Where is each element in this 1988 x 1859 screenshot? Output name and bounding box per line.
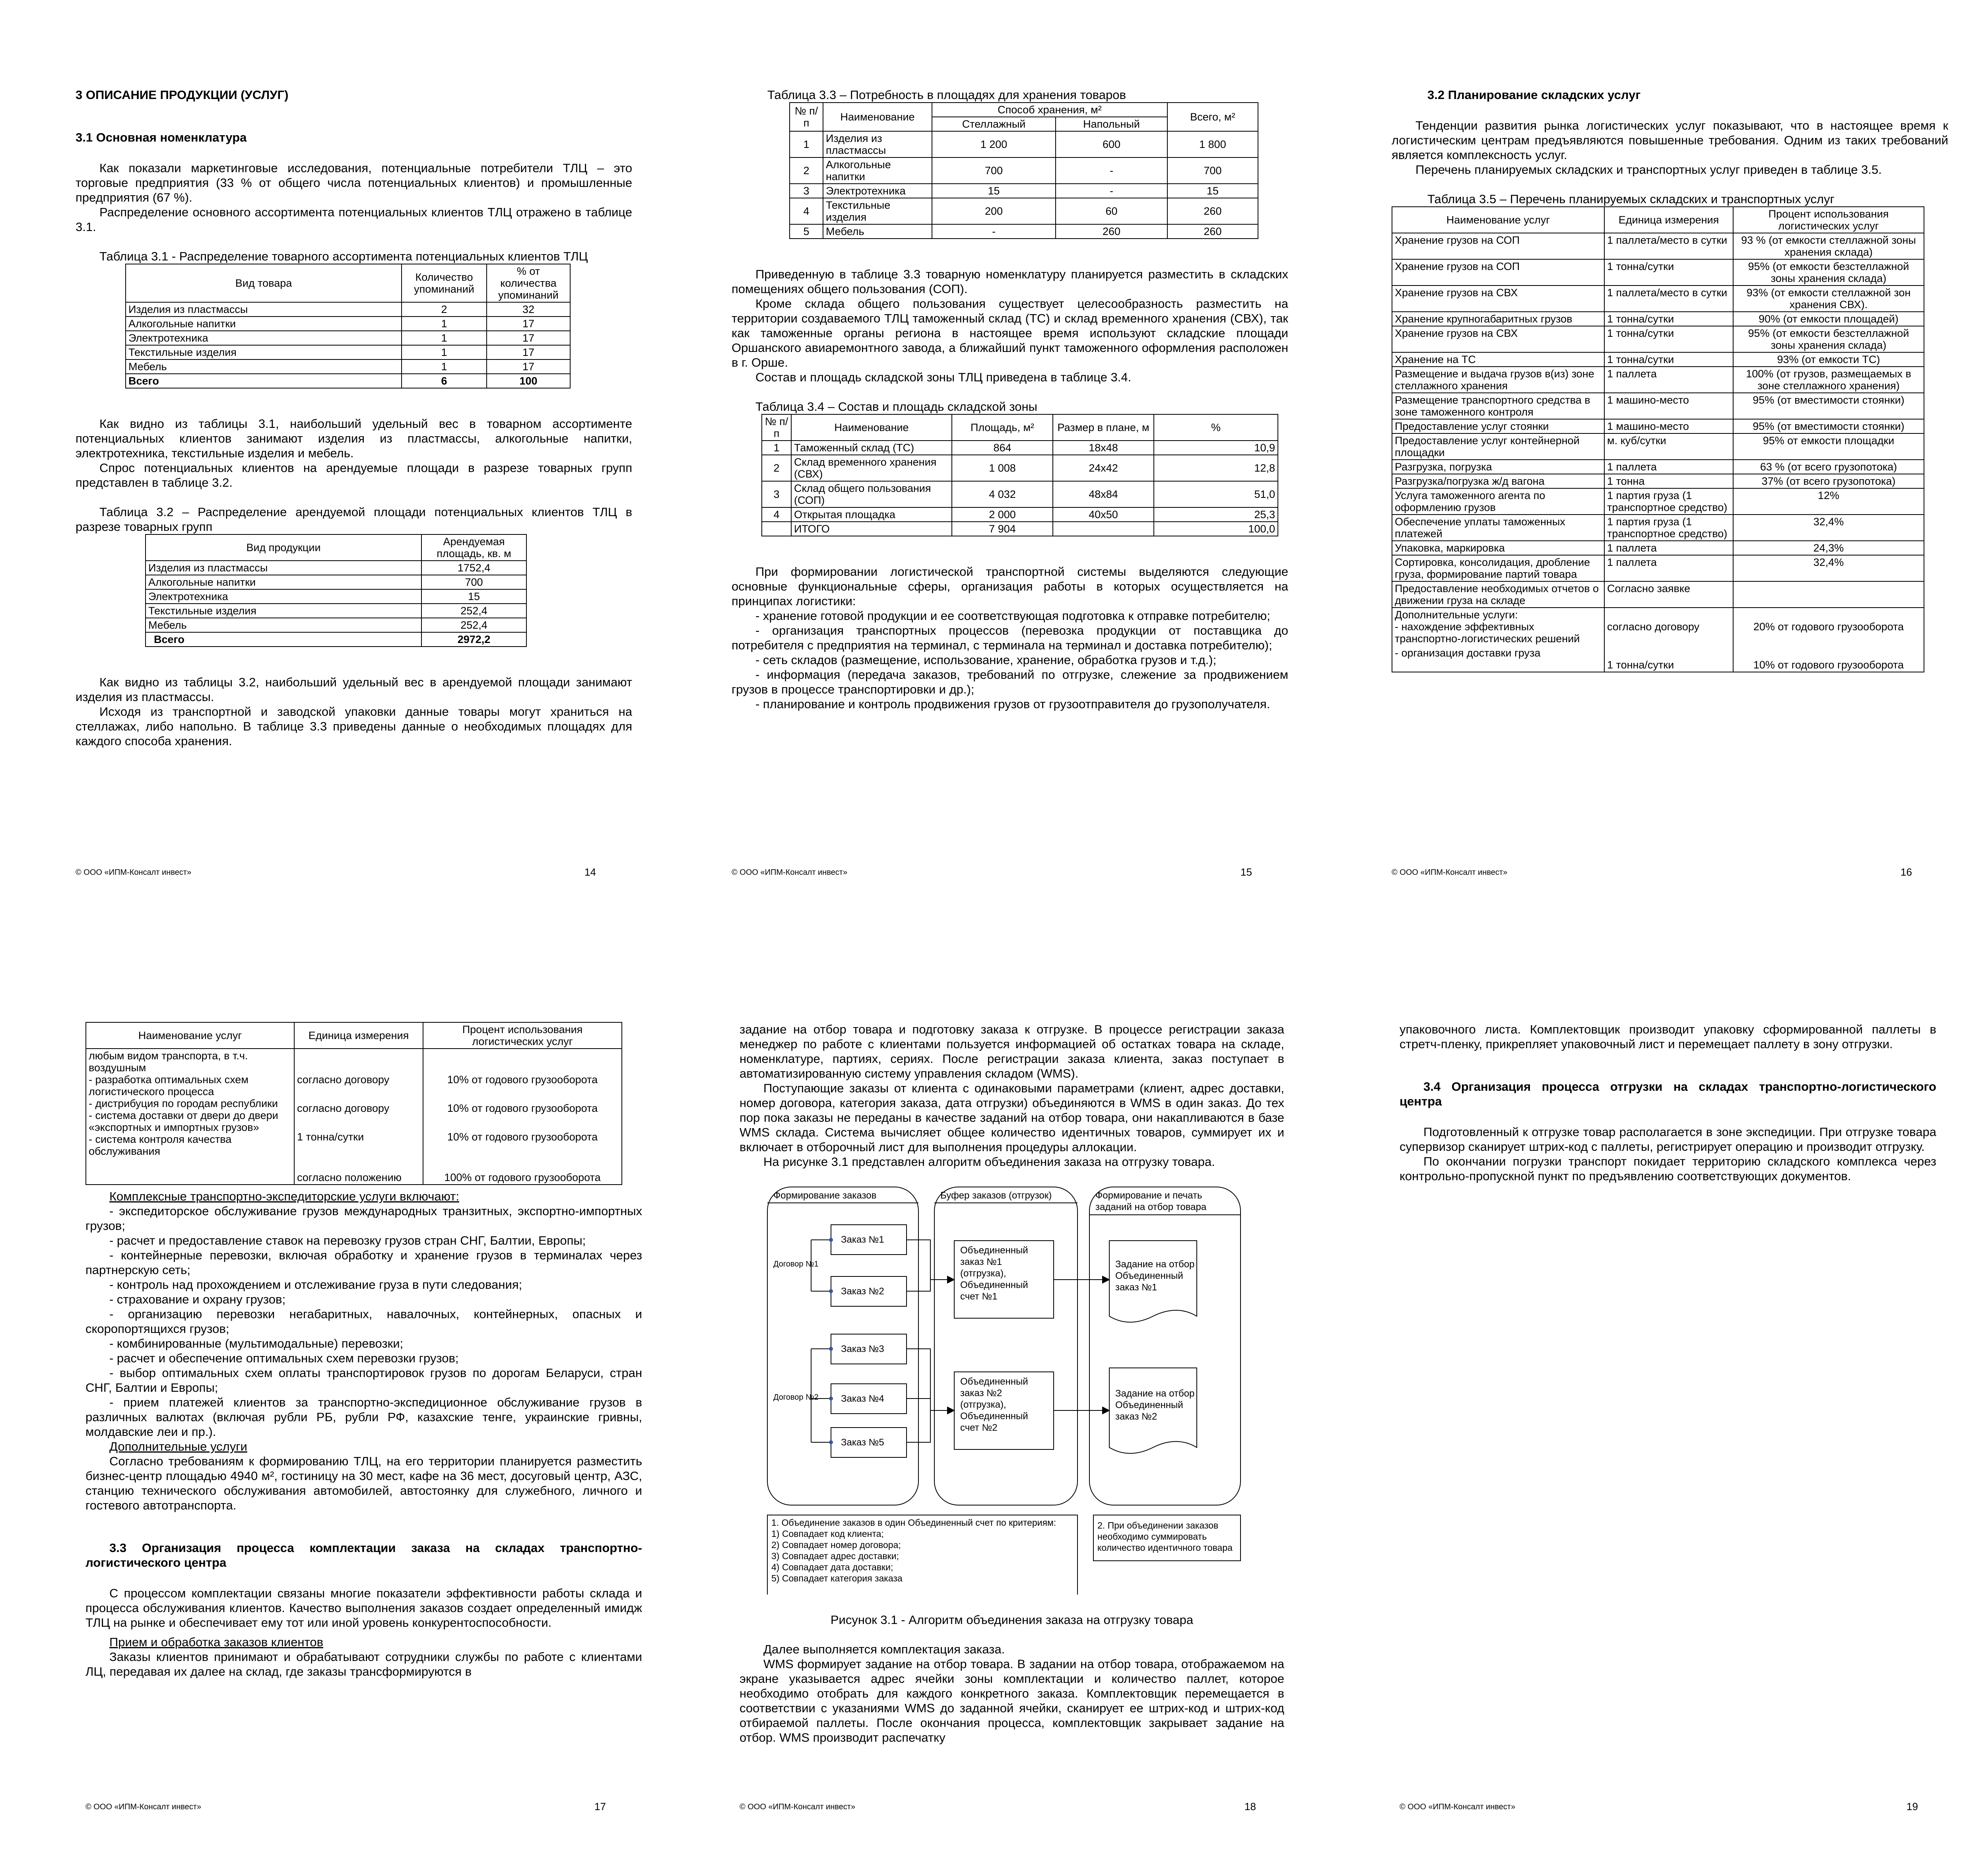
note-2: 2. При объединении заказов необходимо суммировать количество идентичного товара bbox=[1097, 1520, 1233, 1553]
paragraph: Тенденции развития рынка логистических услуг показывают, что в настоящее время к логистическим центрам предъявляются повышенные требования. Одним из таких требований является комплексность услуг. bbox=[1392, 118, 1948, 162]
table-header: Наименование услуг bbox=[1392, 207, 1604, 233]
paragraph: Спрос потенциальных клиентов на арендуемые площади в разрезе товарных групп представлен в таблице 3.2. bbox=[76, 461, 632, 490]
table-row: Размещение транспортного средства в зоне таможенного контроля 1 машино-место 95% (от вместимости стоянки) bbox=[1392, 393, 1924, 419]
subsection-heading: 3.3 Организация процесса комплектации заказа на складах транспортно-логистического центра bbox=[85, 1541, 642, 1570]
table-3-4 bbox=[761, 414, 1278, 536]
table-total-row: Всего 6 100 bbox=[126, 374, 570, 388]
contract-label-2: Договор №2 bbox=[773, 1393, 819, 1402]
table-caption: Таблица 3.5 – Перечень планируемых складских и транспортных услуг bbox=[1427, 192, 1835, 206]
table-caption: Таблица 3.1 - Распределение товарного ассортимента потенциальных клиентов ТЛЦ bbox=[99, 249, 588, 263]
list-item: - страхование и охрану грузов; bbox=[109, 1292, 286, 1306]
list-title: Прием и обработка заказов клиентов bbox=[109, 1635, 324, 1649]
paragraph: Исходя из транспортной и заводской упаковки данные товары могут храниться на стеллажах, либо напольно. В таблице 3.3 приведены данные о необходимых площадях для каждого способа хранения. bbox=[76, 705, 632, 748]
paragraph: При формировании логистической транспортной системы выделяются следующие основные функциональные сферы, организация работы в которых осуществляется на принципах логистики: bbox=[732, 565, 1288, 608]
list-title: Комплексные транспортно-экспедиторские услуги включают: bbox=[109, 1189, 459, 1203]
table-header: Размер в плане, м bbox=[1053, 414, 1154, 441]
table-row: 5 Мебель - 260 260 bbox=[790, 224, 1258, 239]
table-row: Алкогольные напитки 700 bbox=[146, 575, 526, 589]
list-item: - информация (передача заказов, требований по отгрузке, слежение за продвижением грузов в процессе транспортировки и др.); bbox=[732, 668, 1288, 696]
page-number: 18 bbox=[1244, 1801, 1256, 1812]
table-3-5 bbox=[1392, 206, 1924, 672]
page-number: 16 bbox=[1901, 866, 1912, 878]
table-total-row: Всего 2972,2 bbox=[146, 632, 526, 647]
table-row: Мебель 252,4 bbox=[146, 618, 526, 632]
table-total-row: ИТОГО 7 904 100,0 bbox=[762, 522, 1278, 536]
figure-caption: Рисунок 3.1 - Алгоритм объединения заказа на отгрузку товара bbox=[830, 1613, 1194, 1627]
list-item: - планирование и контроль продвижения грузов от грузоотправителя до грузополучателя. bbox=[755, 697, 1270, 711]
footer: © ООО «ИПМ-Консалт инвест» bbox=[76, 868, 192, 877]
table-row: 4 Открытая площадка 2 000 40х50 25,3 bbox=[762, 507, 1278, 522]
paragraph: Как показали маркетинговые исследования, потенциальные потребители ТЛЦ – это торговые предприятия (33 % от общего числа потенциальных клиентов) и промышленные предприятия (67 %). bbox=[76, 161, 632, 204]
table-row: Электротехника 15 bbox=[146, 589, 526, 604]
table-row: Текстильные изделия 1 17 bbox=[126, 345, 570, 359]
list-item: - экспедиторское обслуживание грузов международных транзитных, экспортно-импортных грузов; bbox=[85, 1204, 642, 1233]
task-label-2: Задание на отбор Объединенный заказ №2 bbox=[1115, 1388, 1195, 1422]
paragraph: Заказы клиентов принимают и обрабатывают сотрудники службы по работе с клиентами ЛЦ, передавая их далее на склад, где заказы трансформируются в bbox=[85, 1650, 642, 1678]
page-16 bbox=[1392, 87, 1948, 672]
table-row: Разгрузка/погрузка ж/д вагона 1 тонна 37% (от всего грузопотока) bbox=[1392, 474, 1924, 488]
paragraph: Поступающие заказы от клиента с одинаковыми параметрами (клиент, адрес доставки, номер договора, категория заказа, дата отгрузки) объединяются в WMS в один заказ. До тех пор пока заказы не переданы в качестве заданий на отбор товара, они накапливаются в базе WMS склада. Система вычисляет общее количество идентичных товаров, суммирует их и включает в отборочный лист для выполнения процедуры аллокации. bbox=[740, 1081, 1284, 1154]
subsection-heading: 3.1 Основная номенклатура bbox=[76, 130, 247, 144]
paragraph: WMS формирует задание на отбор товара. В задании на отбор товара, отображаемом на экране указывается адрес ячейки зоны комплектации и количество паллет, которое необходимо отобрать для каждого конкретного заказа. Комплектовщик перемещается в соответствии с указаниями WMS до заданной ячейки, сканирует ее штрих-код и штрих-код отбираемой паллеты. После окончания процесса, комплектовщик закрывает задание на отбор. WMS производит распечатку bbox=[740, 1657, 1284, 1744]
paragraph: Согласно требованиям к формированию ТЛЦ, на его территории планируется разместить бизнес-центр площадью 4940 м², гостиницу на 30 мест, кафе на 36 мест, досуговый центр, АЗС, станцию технического обслуживания автомобилей, автостоянку для служебного, личного и гостевого автотранспорта. bbox=[85, 1454, 642, 1512]
footer: © ООО «ИПМ-Консалт инвест» bbox=[85, 1803, 202, 1811]
order-label: Заказ №1 bbox=[841, 1234, 884, 1245]
order-label: Заказ №3 bbox=[841, 1344, 884, 1354]
paragraph: На рисунке 3.1 представлен алгоритм объединения заказа на отгрузку товара. bbox=[763, 1155, 1215, 1169]
footer: © ООО «ИПМ-Консалт инвест» bbox=[732, 868, 848, 877]
footer: © ООО «ИПМ-Консалт инвест» bbox=[1400, 1803, 1516, 1811]
table-row: Предоставление необходимых отчетов о движении груза на складе Согласно заявке bbox=[1392, 581, 1924, 608]
page-18 bbox=[740, 1022, 1284, 1745]
table-row: Предоставление услуг контейнерной площадки м. куб/сутки 95% от емкости площадки bbox=[1392, 433, 1924, 460]
list-item: - контроль над прохождением и отслеживание груза в пути следования; bbox=[109, 1278, 522, 1292]
table-header: Стеллажный bbox=[932, 117, 1056, 131]
table-header: Способ хранения, м² bbox=[932, 103, 1167, 117]
table-row: 3 Склад общего пользования (СОП) 4 032 48х84 51,0 bbox=[762, 481, 1278, 507]
lane-box-buffer bbox=[934, 1187, 1077, 1505]
list-title: Дополнительные услуги bbox=[109, 1439, 247, 1453]
table-caption: Таблица 3.3 – Потребность в площадях для хранения товаров bbox=[767, 88, 1126, 102]
paragraph: Состав и площадь складской зоны ТЛЦ приведена в таблице 3.4. bbox=[755, 370, 1132, 384]
table-header: Процент использования логистических услуг bbox=[1733, 207, 1924, 233]
table-row: Изделия из пластмассы 2 32 bbox=[126, 302, 570, 317]
paragraph: упаковочного листа. Комплектовщик производит упаковку сформированной паллеты в стретч-пленку, прикрепляет упаковочный лист и перемещает паллету в зону отгрузки. bbox=[1400, 1022, 1936, 1051]
task-label-1: Задание на отбор Объединенный заказ №1 bbox=[1115, 1259, 1195, 1293]
page-number: 15 bbox=[1241, 866, 1252, 878]
page-14 bbox=[76, 87, 632, 748]
table-row: Хранение крупногабаритных грузов 1 тонна/сутки 90% (от емкости площадей) bbox=[1392, 312, 1924, 326]
table-row: Размещение и выдача грузов в(из) зоне стеллажного хранения 1 паллета 100% (от грузов, размещаемых в зоне стеллажного хранения) bbox=[1392, 367, 1924, 393]
footer: © ООО «ИПМ-Консалт инвест» bbox=[740, 1803, 856, 1811]
table-3-1 bbox=[125, 264, 571, 389]
page-number: 19 bbox=[1906, 1801, 1918, 1812]
list-item: - сеть складов (размещение, использование, хранение, обработка грузов и т.д.); bbox=[755, 653, 1217, 667]
table-row: Хранение грузов на СВХ 1 тонна/сутки 95% (от емкости безстеллажной зоны хранения склада) bbox=[1392, 326, 1924, 352]
table-row: 3 Электротехника 15 - 15 bbox=[790, 184, 1258, 198]
table-row: Сортировка, консолидация, дробление груза, формирование партий товара 1 паллета 32,4% bbox=[1392, 555, 1924, 581]
merged-order-label-1: Объединенный заказ №1 (отгрузка), Объединенный счет №1 bbox=[960, 1245, 1028, 1302]
table-row: Изделия из пластмассы 1752,4 bbox=[146, 561, 526, 575]
table-row: 4 Текстильные изделия 200 60 260 bbox=[790, 198, 1258, 224]
table-header: № п/п bbox=[762, 414, 791, 441]
paragraph: задание на отбор товара и подготовку заказа к отгрузке. В процессе регистрации заказа менеджер по работе с клиентами пользуется информацией об остатках товара на складе, номенклатуре, партиях, сериях. После регистрации заказа клиента, заказ поступает в автоматизированную систему управления складом (WMS). bbox=[740, 1022, 1284, 1080]
table-header: Процент использования логистических услуг bbox=[423, 1022, 622, 1049]
list-item: - организацию перевозки негабаритных, навалочных, контейнерных, опасных и скоропортящихся грузов; bbox=[85, 1307, 642, 1336]
table-row: 2 Алкогольные напитки 700 - 700 bbox=[790, 157, 1258, 184]
table-header: Арендуемая площадь, кв. м bbox=[421, 534, 526, 561]
table-row: Обеспечение уплаты таможенных платежей 1 партия груза (1 транспортное средство) 32,4% bbox=[1392, 515, 1924, 541]
lane-box-tasks bbox=[1089, 1187, 1241, 1505]
page-number: 17 bbox=[594, 1801, 606, 1812]
table-row: Разгрузка, погрузка 1 паллета 63 % (от всего грузопотока) bbox=[1392, 460, 1924, 474]
footer: © ООО «ИПМ-Консалт инвест» bbox=[1392, 868, 1508, 877]
order-label: Заказ №5 bbox=[841, 1437, 884, 1448]
paragraph: Распределение основного ассортимента потенциальных клиентов ТЛЦ отражено в таблице 3.1. bbox=[76, 205, 632, 234]
table-row: Предоставление услуг стоянки 1 машино-место 95% (от вместимости стоянки) bbox=[1392, 419, 1924, 433]
table-header: Площадь, м² bbox=[952, 414, 1053, 441]
table-row: любым видом транспорта, в т.ч. воздушным - разработка оптимальных схем логистического процесса - дистрибуция по городам республики - система доставки от двери до двери «экспортных и импортных грузов» - система контроля качества обслуживания согласно договору согласно договору 1 тонна/сутки согласно положению 10% от годового грузооборота 10% от годового грузооборота 10% от годового грузооборота 100% от годового грузооборота bbox=[86, 1049, 622, 1185]
table-row: 2 Склад временного хранения (СВХ) 1 008 24х42 12,8 bbox=[762, 455, 1278, 481]
table-header: Единица измерения bbox=[1604, 207, 1733, 233]
order-label: Заказ №2 bbox=[841, 1286, 884, 1297]
lane-title-orders: Формирование заказов bbox=[773, 1190, 877, 1201]
page-19 bbox=[1400, 1022, 1936, 1183]
table-row: Хранение на ТС 1 тонна/сутки 93% (от емкости ТС) bbox=[1392, 352, 1924, 367]
list-item: - расчет и предоставление ставок на перевозку грузов стран СНГ, Балтии, Европы; bbox=[109, 1234, 586, 1247]
table-3-3 bbox=[789, 102, 1258, 239]
table-header: Наименование bbox=[791, 414, 952, 441]
table-caption: Таблица 3.2 – Распределение арендуемой площади потенциальных клиентов ТЛЦ в разрезе товарных групп bbox=[76, 505, 632, 534]
table-row: Хранение грузов на СВХ 1 паллета/место в сутки 93% (от емкости стеллажной зон хранения СВХ). bbox=[1392, 286, 1924, 312]
list-item: - контейнерные перевозки, включая обработку и хранение грузов в терминалах через партнерскую сеть; bbox=[85, 1248, 642, 1277]
table-header: Единица измерения bbox=[294, 1022, 423, 1049]
table-header: Вид товара bbox=[126, 264, 402, 302]
table-row: Алкогольные напитки 1 17 bbox=[126, 317, 570, 331]
paragraph: Перечень планируемых складских и транспортных услуг приведен в таблице 3.5. bbox=[1415, 163, 1882, 177]
contract-label-1: Договор №1 bbox=[773, 1260, 819, 1268]
paragraph: С процессом комплектации связаны многие показатели эффективности работы склада и процесса обслуживания клиентов. Качество выполнения заказов создает определенный имидж ТЛЦ на рынке и обеспечивает ему тот или иной уровень конкурентоспособности. bbox=[85, 1586, 642, 1630]
table-header: % от количества упоминаний bbox=[487, 264, 570, 302]
table-row: 1 Изделия из пластмассы 1 200 600 1 800 bbox=[790, 131, 1258, 157]
table-row: Хранение грузов на СОП 1 паллета/место в сутки 93 % (от емкости стеллажной зоны хранения склада) bbox=[1392, 233, 1924, 259]
paragraph: Кроме склада общего пользования существует целесообразность разместить на территории создаваемого ТЛЦ таможенный склад (ТС) и склад временного хранения (СВХ), так как таможенные органы региона в настоящее время используют складские площади Оршанского авиаремонтного завода, а ближайший пункт таможенного оформления расположен в г. Орше. bbox=[732, 297, 1288, 369]
table-3-2 bbox=[145, 534, 527, 647]
page-number: 14 bbox=[584, 866, 596, 878]
paragraph: Как видно из таблицы 3.1, наибольший удельный вес в товарном ассортименте потенциальных клиентов занимают изделия из пластмассы, алкогольные напитки, электротехника, текстильные изделия и мебель. bbox=[76, 417, 632, 460]
paragraph: Приведенную в таблице 3.3 товарную номенклатуру планируется разместить в складских помещениях общего пользования (СОП). bbox=[732, 267, 1288, 296]
list-item: - выбор оптимальных схем оплаты транспортировок грузов по дорогам Беларуси, стран СНГ, Балтии и Европы; bbox=[85, 1366, 642, 1395]
merged-order-label-2: Объединенный заказ №2 (отгрузка), Объединенный счет №2 bbox=[960, 1376, 1028, 1433]
section-heading: 3 ОПИСАНИЕ ПРОДУКЦИИ (УСЛУГ) bbox=[76, 88, 289, 102]
order-label: Заказ №4 bbox=[841, 1393, 884, 1404]
lane-title-buffer: Буфер заказов (отгрузок) bbox=[940, 1190, 1052, 1201]
table-header: № п/п bbox=[790, 103, 823, 131]
note-1: 1. Объединение заказов в один Объединенный счет по критериям: 1) Совпадает код клиента; 2) Совпадает номер договора; 3) Совпадает адрес доставки; 4) Совпадает дата доставки; 5) Совпадает категория заказа bbox=[771, 1517, 1056, 1583]
table-header: Напольный bbox=[1056, 117, 1167, 131]
subsection-heading: 3.4 Организация процесса отгрузки на складах транспортно-логистического центра bbox=[1400, 1080, 1936, 1108]
table-3-5-continued bbox=[85, 1022, 622, 1185]
table-row: Текстильные изделия 252,4 bbox=[146, 604, 526, 618]
table-header: Наименование bbox=[823, 103, 932, 131]
table-header: Количество упоминаний bbox=[402, 264, 487, 302]
table-row: 1 Таможенный склад (ТС) 864 18х48 10,9 bbox=[762, 441, 1278, 455]
paragraph: Далее выполняется комплектация заказа. bbox=[763, 1642, 1005, 1656]
list-item: - организация транспортных процессов (перевозка продукции от поставщика до потребителя с предприятия на терминал, с терминала на терминал и доставка потребителю); bbox=[732, 624, 1288, 652]
table-header: Вид продукции bbox=[146, 534, 421, 561]
list-item: - комбинированные (мультимодальные) перевозки; bbox=[109, 1336, 404, 1350]
list-item: - расчет и обеспечение оптимальных схем перевозки грузов; bbox=[109, 1351, 459, 1365]
paragraph: По окончании погрузки транспорт покидает территорию складского комплекса через контрольно-пропускной пункт по предъявлению соответствующих документов. bbox=[1400, 1154, 1936, 1183]
list-item: - хранение готовой продукции и ее соответствующая подготовка к отправке потребителю; bbox=[755, 609, 1270, 623]
table-row: Электротехника 1 17 bbox=[126, 331, 570, 345]
flow-diagram bbox=[740, 1177, 1260, 1595]
table-row: Мебель 1 17 bbox=[126, 359, 570, 374]
table-header: Всего, м² bbox=[1167, 103, 1258, 131]
table-header: % bbox=[1154, 414, 1278, 441]
table-header: Наименование услуг bbox=[86, 1022, 294, 1049]
subsection-heading: 3.2 Планирование складских услуг bbox=[1427, 88, 1641, 102]
paragraph: Как видно из таблицы 3.2, наибольший удельный вес в арендуемой площади занимают изделия из пластмассы. bbox=[76, 675, 632, 704]
lane-title-tasks: Формирование и печать заданий на отбор товара bbox=[1095, 1190, 1207, 1212]
table-caption: Таблица 3.4 – Состав и площадь складской зоны bbox=[755, 400, 1037, 414]
table-row: Дополнительные услуги: - нахождение эффективных транспортно-логистических решений - организация доставки груза согласно договору 1 тонна/сутки 20% от годового грузооборота 10% от годового грузооборота bbox=[1392, 608, 1924, 672]
page-17 bbox=[85, 1022, 642, 1679]
table-row: Услуга таможенного агента по оформлению грузов 1 партия груза (1 транспортное средство) 12% bbox=[1392, 488, 1924, 515]
list-item: - прием платежей клиентов за транспортно-экспедиционное обслуживание грузов в различных валютах (включая рубли РБ, рубли РФ, казахские тенге, украинские гривны, молдавские леи и пр.). bbox=[85, 1395, 642, 1439]
table-row: Хранение грузов на СОП 1 тонна/сутки 95% (от емкости безстеллажной зоны хранения склада) bbox=[1392, 259, 1924, 286]
table-row: Упаковка, маркировка 1 паллета 24,3% bbox=[1392, 541, 1924, 555]
paragraph: Подготовленный к отгрузке товар располагается в зоне экспедиции. При отгрузке товара супервизор сканирует штрих-код с паллеты, регистрирует операцию и производит отгрузку. bbox=[1400, 1125, 1936, 1154]
page-15 bbox=[732, 87, 1288, 711]
